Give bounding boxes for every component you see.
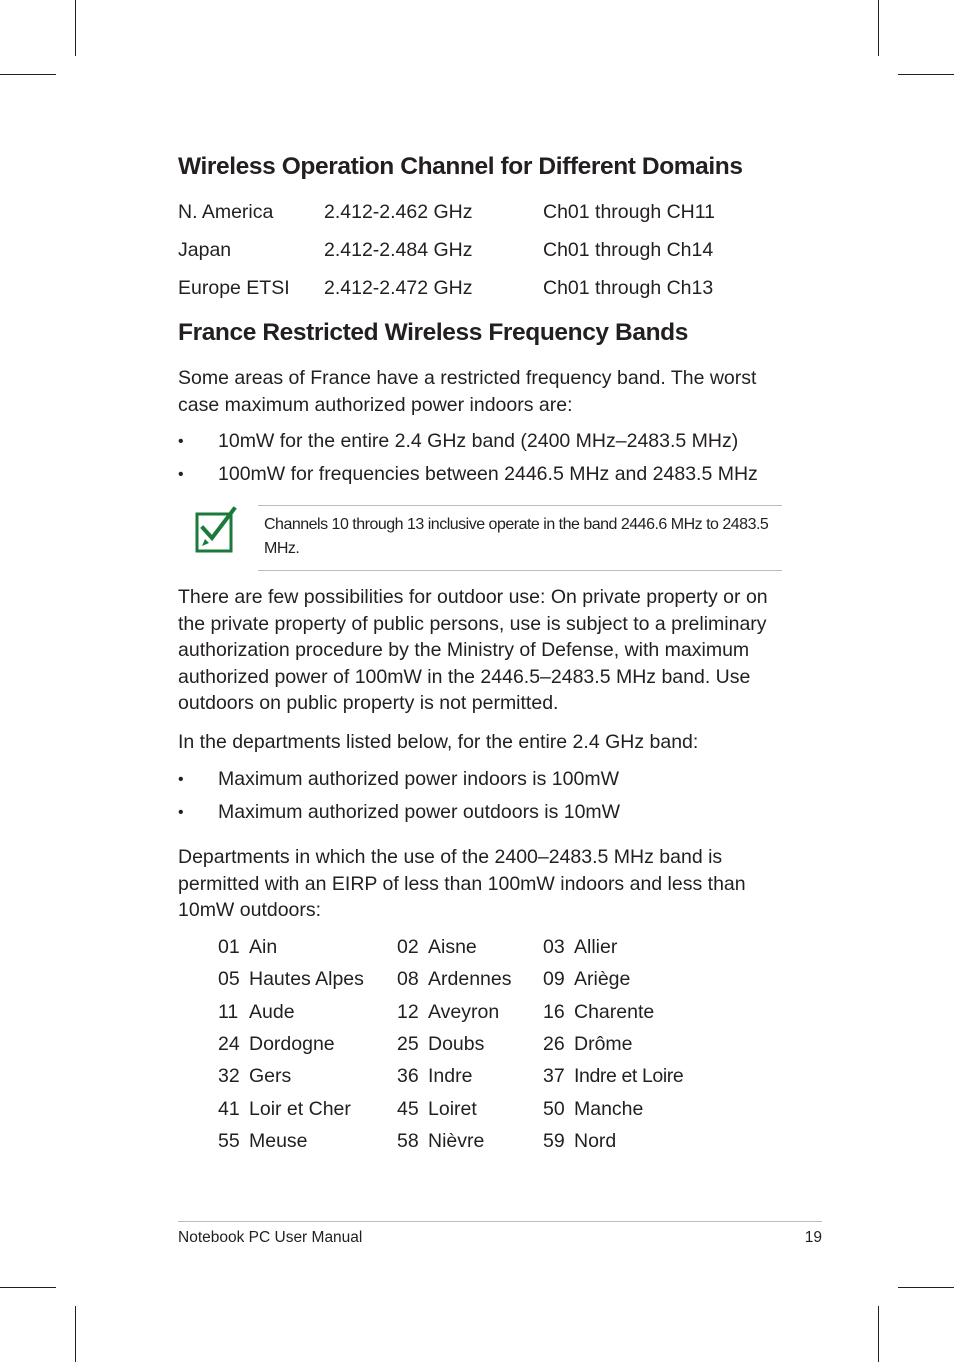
dept-name: Nord [574,1130,617,1152]
note-box [258,505,782,571]
section-title-channels: Wireless Operation Channel for Different Domains [178,153,743,180]
crop-mark [878,0,879,56]
dept-name: Aisne [428,936,477,958]
dept-number: 26 [543,1033,565,1055]
dept-number: 25 [397,1033,419,1055]
crop-mark [878,1306,879,1362]
dept-number: 16 [543,1001,565,1023]
bullet-marker: • [178,804,184,821]
dept-number: 41 [218,1098,240,1120]
dept-number: 59 [543,1130,565,1152]
departments-paragraph: Departments in which the use of the 2400–2483.5 MHz band is permitted with an EIRP of less than 100mW indoors and less than 10mW outdoors: [178,846,746,921]
dept-name: Hautes Alpes [249,968,364,990]
footer-manual-title: Notebook PC User Manual [178,1229,363,1246]
dept-name: Ariège [574,968,631,990]
dept-number: 09 [543,968,565,990]
frequency-cell: 2.412-2.472 GHz [324,277,473,299]
dept-name: Drôme [574,1033,633,1055]
crop-mark [898,1287,954,1288]
frequency-cell: 2.412-2.484 GHz [324,239,473,261]
dept-name: Ardennes [428,968,512,990]
channels-cell: Ch01 through Ch13 [543,277,714,299]
section-title-france: France Restricted Wireless Frequency Bands [178,319,688,346]
crop-mark [898,74,954,75]
dept-name: Loiret [428,1098,477,1120]
dept-number: 55 [218,1130,240,1152]
dept-number: 12 [397,1001,419,1023]
bullet-item: Maximum authorized power outdoors is 10mW [218,801,621,823]
departments-intro: In the departments listed below, for the entire 2.4 GHz band: [178,731,699,753]
bullet-item: 100mW for frequencies between 2446.5 MHz and 2483.5 MHz [218,463,758,485]
bullet-item: 10mW for the entire 2.4 GHz band (2400 MHz–2483.5 MHz) [218,430,739,452]
note-pencil-icon [194,506,238,556]
dept-name: Indre [428,1065,473,1087]
dept-number: 01 [218,936,240,958]
crop-mark [0,1287,56,1288]
region-cell: N. America [178,201,274,223]
dept-name: Charente [574,1001,655,1023]
dept-name: Loir et Cher [249,1098,351,1120]
dept-number: 05 [218,968,240,990]
bullet-marker: • [178,466,184,483]
dept-number: 36 [397,1065,419,1087]
crop-mark [75,1306,76,1362]
region-cell: Japan [178,239,232,261]
dept-number: 32 [218,1065,240,1087]
dept-number: 11 [218,1001,239,1023]
dept-number: 24 [218,1033,240,1055]
dept-name: Gers [249,1065,292,1087]
region-cell: Europe ETSI [178,277,290,299]
bullet-marker: • [178,433,184,450]
dept-name: Meuse [249,1130,308,1152]
dept-number: 37 [543,1065,565,1087]
dept-name: Manche [574,1098,644,1120]
dept-name: Doubs [428,1033,485,1055]
dept-number: 50 [543,1098,565,1120]
bullet-marker: • [178,771,184,788]
note-text: Channels 10 through 13 inclusive operate in the band 2446.6 MHz to 2483.5 MHz. [264,516,769,557]
dept-number: 08 [397,968,419,990]
intro-paragraph: Some areas of France have a restricted frequency band. The worst case maximum authorized power indoors are: [178,367,757,416]
dept-name: Dordogne [249,1033,335,1055]
dept-number: 03 [543,936,565,958]
dept-name: Allier [574,936,618,958]
crop-mark [75,0,76,56]
dept-number: 02 [397,936,419,958]
bullet-item: Maximum authorized power indoors is 100mW [218,768,619,790]
dept-number: 58 [397,1130,419,1152]
dept-name: Aude [249,1001,295,1023]
dept-number: 45 [397,1098,419,1120]
dept-name: Indre et Loire [574,1065,684,1087]
outdoor-paragraph: There are few possibilities for outdoor use: On private property or on the private property of public persons, use is subject to a preliminary authorization procedure by the Ministry of Defense, with maximum authorized power of 100mW in the 2446.5–2483.5 MHz band. Use outdoors on public property is not permitted. [178,586,768,714]
footer-rule [178,1221,822,1222]
frequency-cell: 2.412-2.462 GHz [324,201,473,223]
dept-name: Ain [249,936,278,958]
page-number: 19 [804,1229,822,1246]
dept-name: Aveyron [428,1001,500,1023]
crop-mark [0,74,56,75]
channels-cell: Ch01 through Ch14 [543,239,714,261]
channels-cell: Ch01 through CH11 [543,201,715,223]
dept-name: Nièvre [428,1130,485,1152]
